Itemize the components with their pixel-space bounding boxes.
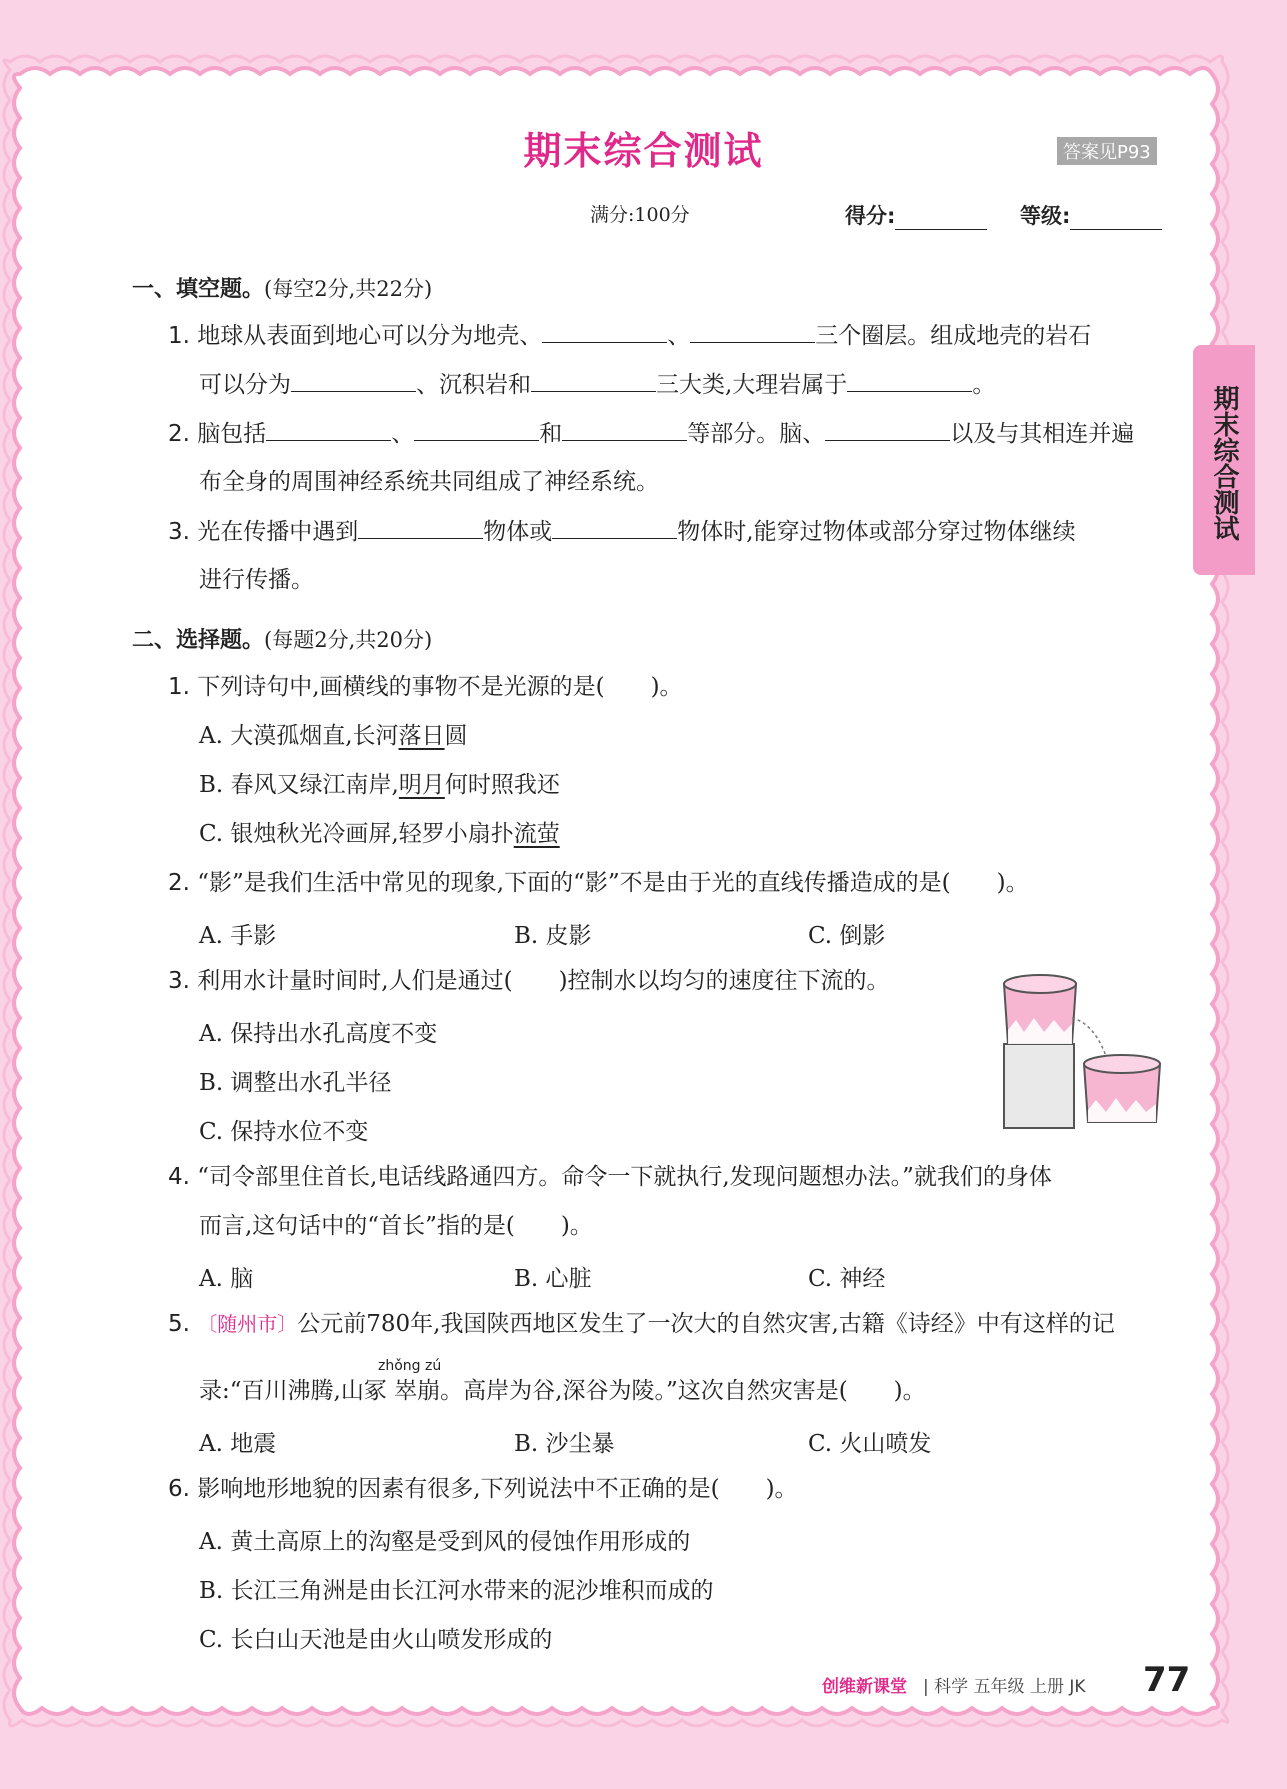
s2-q1-option-a xyxy=(199,721,468,751)
answer-blank[interactable] xyxy=(825,418,950,441)
text: 以及与其相连并遍 xyxy=(950,421,1135,447)
s2-q2-option-c: C. 倒影 xyxy=(808,923,886,949)
s2-q3-option-b: B. 调整出水孔半径 xyxy=(199,1070,392,1096)
grade-label: 等级: xyxy=(1020,204,1071,228)
s2-q1-option-c xyxy=(199,819,560,849)
question-number: 4. xyxy=(168,1164,190,1190)
text: “影”是我们生活中常见的现象,下面的“影”不是由于光的直线传播造成的是( xyxy=(197,870,951,896)
answer-reference-badge: 答案见P93 xyxy=(1057,137,1157,165)
question-number: 1. xyxy=(168,323,190,349)
text: 物体时,能穿过物体或部分穿过物体继续 xyxy=(677,519,1076,545)
s2-q3-option-a: A. 保持出水孔高度不变 xyxy=(199,1021,438,1047)
text: 下列诗句中,画横线的事物不是光源的是( xyxy=(197,674,605,700)
section-1-title: 一、填空题。 xyxy=(132,277,265,302)
text: 等部分。脑、 xyxy=(687,421,826,447)
answer-blank[interactable] xyxy=(291,369,416,392)
grade-blank[interactable] xyxy=(1070,209,1162,230)
score-field xyxy=(845,200,987,230)
s2-q4-option-a: A. 脑 xyxy=(199,1266,254,1292)
s2-q4-option-b: B. 心脏 xyxy=(514,1266,592,1292)
text: )。 xyxy=(560,1213,593,1239)
s2-q2-stem xyxy=(168,868,1029,898)
text: “司令部里住首长,电话线路通四方。命令一下就执行,发现问题想办法。”就我们的身体 xyxy=(197,1164,1052,1190)
s2-q5-option-a: A. 地震 xyxy=(199,1431,277,1457)
page-title: 期末综合测试 xyxy=(523,129,764,173)
text: 和 xyxy=(539,421,563,447)
section-2-heading xyxy=(132,623,432,654)
answer-blank[interactable] xyxy=(562,418,687,441)
s2-q5-line1 xyxy=(168,1309,1115,1339)
text: 脑包括 xyxy=(197,421,267,447)
underlined-text: 流萤 xyxy=(513,821,560,847)
s2-q2-option-b: B. 皮影 xyxy=(514,923,592,949)
s1-q1-line1 xyxy=(168,320,1091,351)
text: 、 xyxy=(667,323,691,349)
s2-q3-stem xyxy=(168,966,890,996)
s1-q2-line1 xyxy=(168,418,1134,449)
text: 公元前780年,我国陕西地区发生了一次大的自然灾害,古籍《诗经》中有这样的记 xyxy=(297,1311,1115,1337)
answer-blank[interactable] xyxy=(690,320,815,343)
text: 三大类,大理岩属于 xyxy=(656,372,848,398)
answer-blank[interactable] xyxy=(266,418,391,441)
s2-q6-stem xyxy=(168,1474,798,1504)
text: )控制水以均匀的速度往下流的。 xyxy=(558,968,890,994)
text: B. 春风又绿江南岸, xyxy=(199,772,399,798)
s2-q1-option-b xyxy=(199,770,560,800)
text: 、 xyxy=(391,421,415,447)
answer-blank[interactable] xyxy=(414,418,539,441)
question-number: 6. xyxy=(168,1476,190,1502)
s1-q3-line2: 进行传播。 xyxy=(199,567,314,593)
s2-q4-option-c: C. 神经 xyxy=(808,1266,886,1292)
question-number: 3. xyxy=(168,519,190,545)
s2-q5-line2 xyxy=(199,1376,926,1406)
answer-blank[interactable] xyxy=(531,369,656,392)
question-number: 2. xyxy=(168,870,190,896)
section-1-heading xyxy=(132,272,432,303)
full-score: 满分:100分 xyxy=(590,204,690,226)
text: 圆 xyxy=(444,723,468,749)
s2-q4-line1 xyxy=(168,1162,1052,1192)
text: C. 银烛秋光冷画屏,轻罗小扇扑 xyxy=(199,821,514,847)
s2-q5-option-b: B. 沙尘暴 xyxy=(514,1431,615,1457)
text: 、沉积岩和 xyxy=(416,372,531,398)
underlined-text: 落日 xyxy=(398,723,445,749)
question-number: 5. xyxy=(168,1311,190,1337)
text: 光在传播中遇到 xyxy=(197,519,359,545)
text: )。 xyxy=(893,1378,926,1404)
footer-brand: 创维新课堂 xyxy=(822,1677,907,1697)
s2-q5-option-c: C. 火山喷发 xyxy=(808,1431,932,1457)
text: 物体或 xyxy=(483,519,553,545)
s1-q1-line2 xyxy=(199,369,995,400)
text: 地球从表面到地心可以分为地壳、 xyxy=(197,323,543,349)
underlined-text: 明月 xyxy=(398,772,445,798)
answer-blank[interactable] xyxy=(552,516,677,539)
s1-q2-line2: 布全身的周围神经系统共同组成了神经系统。 xyxy=(199,469,659,495)
text: A. 大漠孤烟直,长河 xyxy=(199,723,399,749)
text: 。 xyxy=(972,372,996,398)
answer-blank[interactable] xyxy=(542,320,667,343)
footer-course: | 科学 五年级 上册 JK xyxy=(923,1677,1086,1697)
s2-q1-stem xyxy=(168,672,683,702)
text: 利用水计量时间时,人们是通过( xyxy=(197,968,513,994)
score-label: 得分: xyxy=(845,204,896,228)
text: )。 xyxy=(765,1476,798,1502)
text: 影响地形地貌的因素有很多,下列说法中不正确的是( xyxy=(197,1476,720,1502)
side-tab xyxy=(1193,345,1255,575)
answer-blank[interactable] xyxy=(847,369,972,392)
grade-field xyxy=(1020,200,1162,230)
question-number: 1. xyxy=(168,674,190,700)
section-2-title: 二、选择题。 xyxy=(132,628,265,653)
question-number: 3. xyxy=(168,968,190,994)
score-blank[interactable] xyxy=(895,209,987,230)
text: 而言,这句话中的“首长”指的是( xyxy=(199,1213,515,1239)
text: 录:“百川沸腾,山冢 崒崩。高岸为谷,深谷为陵。”这次自然灾害是( xyxy=(199,1378,848,1404)
s2-q3-option-c: C. 保持水位不变 xyxy=(199,1119,369,1145)
text: )。 xyxy=(650,674,683,700)
region-tag: 〔随州市〕 xyxy=(197,1312,298,1336)
answer-blank[interactable] xyxy=(358,516,483,539)
s2-q6-option-c: C. 长白山天池是由火山喷发形成的 xyxy=(199,1627,553,1653)
s2-q6-option-b: B. 长江三角洲是由长江河水带来的泥沙堆积而成的 xyxy=(199,1578,714,1604)
page-number: 77 xyxy=(1143,1660,1191,1700)
section-1-note: (每空2分,共22分) xyxy=(264,277,433,301)
s2-q4-line2 xyxy=(199,1211,593,1241)
question-number: 2. xyxy=(168,421,190,447)
text: 三个圈层。组成地壳的岩石 xyxy=(815,323,1092,349)
water-clock-illustration xyxy=(996,972,1172,1134)
text: )。 xyxy=(996,870,1029,896)
section-2-note: (每题2分,共20分) xyxy=(264,628,433,652)
s2-q6-option-a: A. 黄土高原上的沟壑是受到风的侵蚀作用形成的 xyxy=(199,1529,691,1555)
pinyin-annotation: zhǒng zú xyxy=(378,1358,442,1374)
s2-q2-option-a: A. 手影 xyxy=(199,923,277,949)
side-tab-label: 期末综合测试 xyxy=(1209,385,1239,541)
s1-q3-line1 xyxy=(168,516,1076,547)
text: 可以分为 xyxy=(199,372,291,398)
text: 何时照我还 xyxy=(444,772,560,798)
